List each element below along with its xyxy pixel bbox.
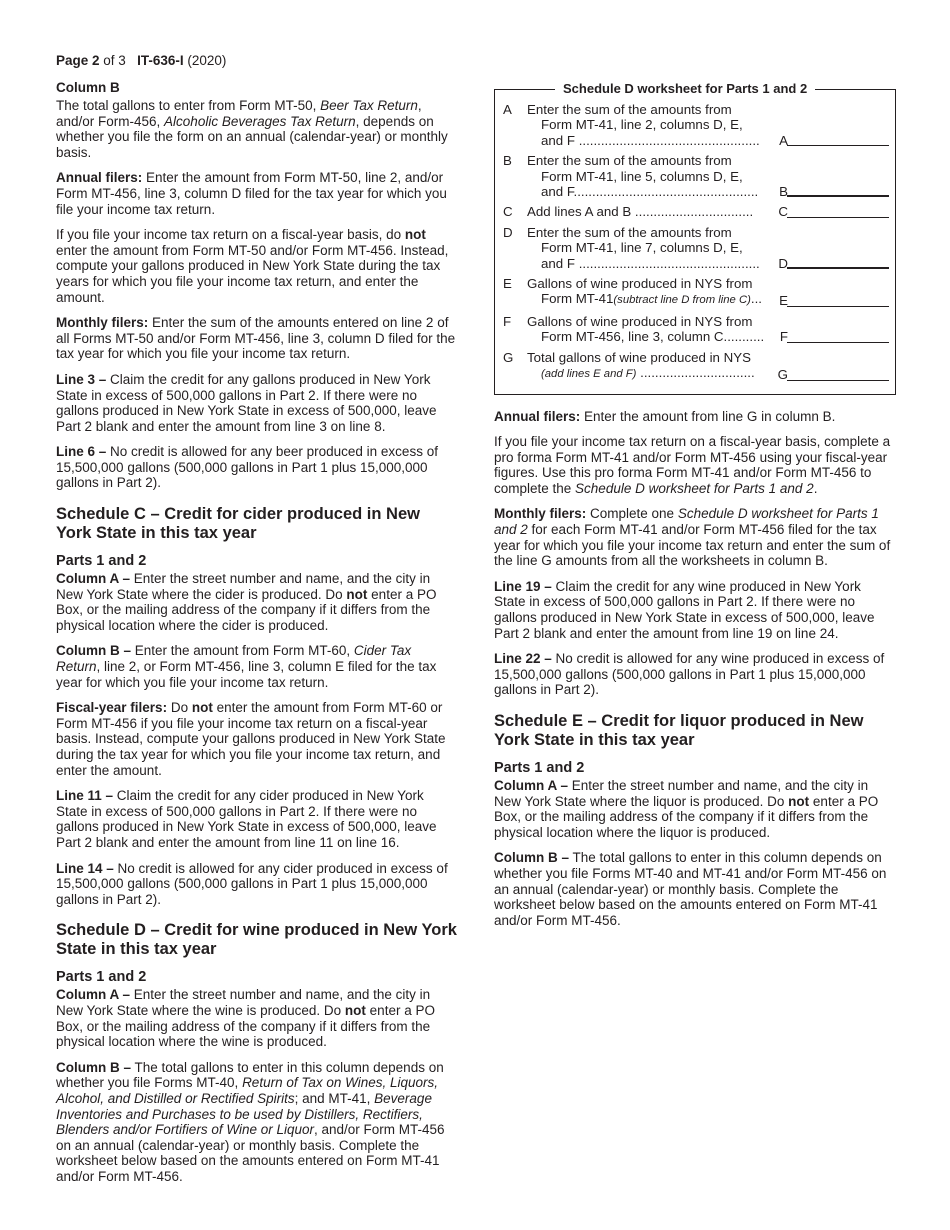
annual-filers-paragraph: Annual filers: Enter the amount from Form MT-50, line 2, and/or Form MT-456, line 3, column D filed for the tax year for which you file your income tax return.	[56, 170, 447, 217]
form-year: (2020)	[187, 53, 227, 68]
form-id: IT-636-I	[137, 53, 184, 68]
schedule-e-heading: Schedule E – Credit for liquor produced in New York State in this tax year	[494, 712, 864, 749]
schedule-d-parts-heading: Parts 1 and 2	[56, 969, 147, 986]
page-number: Page 2	[56, 53, 100, 68]
right-column	[494, 80, 896, 938]
line-6-paragraph: Line 6 – No credit is allowed for any beer produced in excess of 15,500,000 gallons (500,000 gallons in Part 1 plus 15,000,000 gallons in Part 2).	[56, 444, 438, 491]
worksheet-line-f-entry[interactable]	[787, 342, 889, 343]
worksheet-row-d: D Enter the sum of the amounts from Form MT-41, line 7, columns D, E, and F ................................................. D	[495, 225, 895, 271]
schedule-e-column-b: Column B – The total gallons to enter in this column depends on whether you file Forms MT-40 and MT-41 and/or Form MT-456 on an annual (calendar-year) or monthly basis. Complete the worksheet below based on the amounts entered on Form MT-41 and/or Form MT-456.	[494, 850, 887, 928]
worksheet-line-g-entry[interactable]	[787, 380, 889, 381]
left-column	[56, 80, 458, 1194]
worksheet-line-d-entry[interactable]	[787, 267, 889, 269]
worksheet-line-b-entry[interactable]	[787, 195, 889, 197]
page-of: of 3	[103, 53, 126, 68]
schedule-d-heading: Schedule D – Credit for wine produced in New York State in this tax year	[56, 921, 457, 959]
page-header	[56, 53, 226, 68]
worksheet-row-e: E Gallons of wine produced in NYS from Form MT-41(subtract line D from line C)... E	[495, 276, 895, 309]
worksheet-line-e-entry[interactable]	[787, 306, 889, 307]
schedule-c-heading: Schedule C – Credit for cider produced in New York State in this tax year	[56, 505, 420, 543]
schedule-c-column-b: Column B – Enter the amount from Form MT-60, Cider Tax Return, line 2, or Form MT-456, line 3, column E filed for the tax year for which you file your income tax return.	[56, 643, 437, 690]
schedule-e-parts-heading: Parts 1 and 2	[494, 760, 585, 776]
worksheet-row-f: F Gallons of wine produced in NYS from Form MT-456, line 3, column C........... F	[495, 314, 895, 345]
monthly-filers-paragraph: Monthly filers: Enter the sum of the amounts entered on line 2 of all Forms MT-50 and/or Form MT-456, line 3, column D filed for the tax year for which you file your income tax return.	[56, 315, 456, 362]
worksheet-line-a-entry[interactable]	[787, 145, 889, 146]
schedule-e-column-a: Column A – Enter the street number and name, and the city in New York State where the liquor is produced. Do not enter a PO Box, or the mailing address of the company if it differs from the physical location where the liquor is produced.	[494, 778, 879, 840]
worksheet-row-g: G Total gallons of wine produced in NYS (add lines E and F) ............................... G	[495, 350, 895, 383]
worksheet-row-b: B Enter the sum of the amounts from Form MT-41, line 5, columns D, E, and F.................................................. B	[495, 153, 895, 199]
right-annual-filers: Annual filers: Enter the amount from line G in column B.	[494, 408, 836, 424]
line-19-paragraph: Line 19 – Claim the credit for any wine produced in New York State in excess of 500,000 gallons in Part 2. If there were no gallons produced in New York State in excess of 500,000, leave Part 2 blank and enter the amount from line 19 on line 24.	[494, 578, 875, 641]
schedule-d-worksheet	[494, 81, 896, 395]
schedule-d-column-b: Column B – The total gallons to enter in this column depends on whether you file Forms MT-40, Return of Tax on Wines, Liquors, Alcohol, and Distilled or Rectified Spirits; and MT-41, Beverage Inventories and Purchases to be used by Distillers, Rectifiers, Blenders and/or Fortifiers of Wine or Liquor, and/or Form MT-456 on an annual (calendar-year) or monthly basis. Complete the worksheet below based on the amounts entered on Form MT-41 and/or Form MT-456.	[56, 1059, 445, 1184]
worksheet-line-c-entry[interactable]	[787, 217, 889, 218]
line-22-paragraph: Line 22 – No credit is allowed for any wine produced in excess of 15,500,000 gallons (500,000 gallons in Part 1 plus 15,000,000 gallons in Part 2).	[494, 651, 885, 698]
column-b-paragraph: The total gallons to enter from Form MT-50, Beer Tax Return, and/or Form-456, Alcoholic Beverages Tax Return, depends on whether you file the form on an annual (calendar-year) or monthly basis.	[56, 98, 448, 160]
line-11-paragraph: Line 11 – Claim the credit for any cider produced in New York State in excess of 500,000 gallons in Part 2. If there were no gallons produced in New York State in excess of 500,000, leave Part 2 blank and enter the amount from line 11 on line 16.	[56, 788, 437, 850]
worksheet-row-a: A Enter the sum of the amounts from Form MT-41, line 2, columns D, E, and F ................................................. A	[495, 102, 895, 148]
column-b-heading: Column B	[56, 80, 120, 95]
schedule-c-fiscal-year: Fiscal-year filers: Do not enter the amount from Form MT-60 or Form MT-456 if you file your income tax return on a fiscal-year basis. Instead, compute your gallons produced in New York State during the tax year for which you file your income tax return, and enter the amount.	[56, 700, 446, 778]
line-3-paragraph: Line 3 – Claim the credit for any gallons produced in New York State in excess of 500,000 gallons in Part 2. If there were no gallons produced in New York State in excess of 500,000, leave Part 2 blank and enter the amount from line 3 on line 8.	[56, 371, 437, 434]
right-monthly-filers: Monthly filers: Complete one Schedule D worksheet for Parts 1 and 2 for each Form MT-41 and/or Form MT-456 filed for the tax year for which you file your income tax return and enter the sum of the line G amounts from all the worksheets in column B.	[494, 506, 891, 569]
worksheet-row-c: C Add lines A and B ................................ C	[495, 204, 895, 219]
schedule-c-column-a: Column A – Enter the street number and name, and the city in New York State where the cider is produced. Do not enter a PO Box, or the mailing address of the company if it differs from the physical location where the cider is produced.	[56, 571, 437, 633]
fiscal-year-paragraph: If you file your income tax return on a fiscal-year basis, do not enter the amount from Form MT-50 and/or Form MT-456. Instead, compute your gallons produced in New York State during the tax years for which you file your income tax return, and enter the amount.	[56, 227, 449, 305]
schedule-c-parts-heading: Parts 1 and 2	[56, 553, 147, 570]
line-14-paragraph: Line 14 – No credit is allowed for any cider produced in excess of 15,500,000 gallons (500,000 gallons in Part 1 plus 15,000,000 gallons in Part 2).	[56, 860, 448, 907]
schedule-d-column-a: Column A – Enter the street number and name, and the city in New York State where the wine is produced. Do not enter a PO Box, or the mailing address of the company if it differs from the physical location where the wine is produced.	[56, 987, 435, 1050]
worksheet-title: Schedule D worksheet for Parts 1 and 2	[555, 81, 815, 97]
right-fiscal-year: If you file your income tax return on a fiscal-year basis, complete a pro forma Form MT-41 and/or Form MT-456 using your fiscal-year figures. Use this pro forma Form MT-41 and/or Form MT-456 to complete the Schedule D worksheet for Parts 1 and 2.	[494, 434, 891, 496]
